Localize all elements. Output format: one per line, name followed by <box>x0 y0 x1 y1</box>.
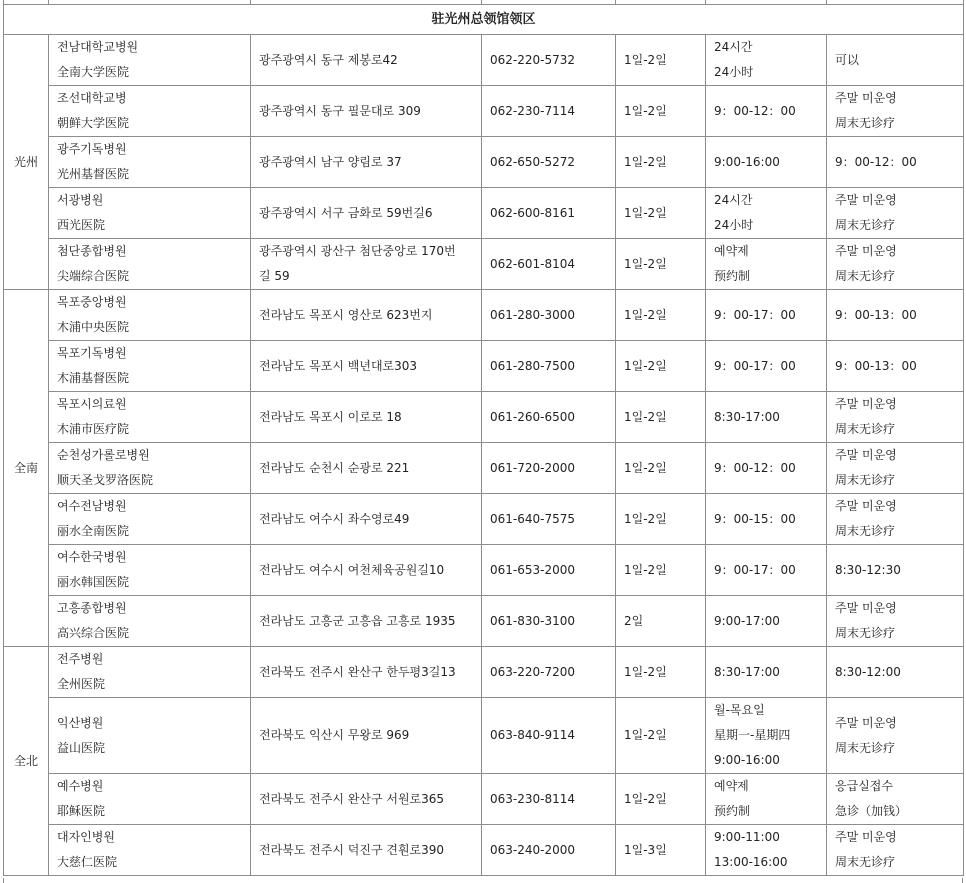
weekend-cell <box>827 443 964 494</box>
hospital-name-cell <box>49 137 251 188</box>
table-row <box>4 647 964 698</box>
weekend-cell-line: 周末无诊疗 <box>835 855 896 869</box>
address-cell <box>251 137 482 188</box>
weekend-cell-line: 주말 미운영 <box>835 499 897 513</box>
table-row <box>4 137 964 188</box>
phone-cell: 062-601-8104 <box>482 239 616 290</box>
hospital-name-cell-line: 광주기독병원 <box>57 142 127 156</box>
address-cell-line: 전라북도 전주시 덕진구 견훤로390 <box>259 842 445 857</box>
address-cell <box>251 698 482 774</box>
weekend-cell-line: 周末无诊疗 <box>835 626 896 640</box>
weekend-cell-line: 周末无诊疗 <box>835 269 896 283</box>
hours-cell-line: 월-목요일 <box>714 703 765 717</box>
hospital-name-cell <box>49 774 251 825</box>
weekend-cell <box>827 774 964 825</box>
hospital-name-cell <box>49 596 251 647</box>
hospital-name-cell-line: 전남대학교병원 <box>57 40 139 54</box>
address-cell-line: 전라남도 목포시 백년대로303 <box>259 358 418 373</box>
weekend-cell <box>827 698 964 774</box>
hours-cell-line: 9：00-15：00 <box>714 511 796 526</box>
address-cell <box>251 545 482 596</box>
hours-cell <box>706 86 827 137</box>
hospital-name-cell-line: 大慈仁医院 <box>57 855 118 869</box>
hours-cell <box>706 494 827 545</box>
region-cell: 全南 <box>4 290 49 647</box>
weekend-cell-line: 周末无诊疗 <box>835 740 896 755</box>
hospital-name-cell <box>49 545 251 596</box>
address-cell <box>251 647 482 698</box>
weekend-cell <box>827 239 964 290</box>
hours-cell-line: 预约制 <box>714 804 751 818</box>
hours-cell-line: 预约制 <box>714 269 751 283</box>
table-row <box>4 341 964 392</box>
hospital-name-cell-line: 高兴综合医院 <box>57 626 130 640</box>
hours-cell-line: 8:30-17:00 <box>714 664 780 679</box>
phone-cell: 061-280-3000 <box>482 290 616 341</box>
table-row <box>4 443 964 494</box>
weekend-cell-line: 8:30-12:30 <box>835 562 901 577</box>
duration-cell: 1일-2일 <box>616 443 706 494</box>
hours-cell-line: 星期一-星期四 <box>714 728 791 742</box>
weekend-cell <box>827 647 964 698</box>
hospital-name-cell <box>49 188 251 239</box>
duration-cell: 1일-2일 <box>616 774 706 825</box>
hours-cell <box>706 825 827 876</box>
hospital-name-cell <box>49 392 251 443</box>
hours-cell <box>706 239 827 290</box>
hours-cell <box>706 341 827 392</box>
hours-cell <box>706 545 827 596</box>
phone-cell: 063-240-2000 <box>482 825 616 876</box>
address-cell <box>251 596 482 647</box>
hospital-name-cell <box>49 86 251 137</box>
hours-cell <box>706 35 827 86</box>
phone-cell: 063-230-8114 <box>482 774 616 825</box>
hospital-name-cell <box>49 443 251 494</box>
hospital-name-cell-line: 여수전남병원 <box>57 499 127 513</box>
weekend-cell <box>827 188 964 239</box>
hospital-name-cell-line: 尖端综合医院 <box>57 269 130 283</box>
weekend-cell-line: 可以 <box>835 52 860 67</box>
hospital-name-cell-line: 목포기독병원 <box>57 346 127 360</box>
hospital-name-cell-line: 조선대학교병 <box>57 91 127 105</box>
duration-cell: 1일-2일 <box>616 647 706 698</box>
weekend-cell-line: 8:30-12:00 <box>835 664 901 679</box>
weekend-cell-line: 9：00-12：00 <box>835 154 917 169</box>
hospital-name-cell <box>49 341 251 392</box>
weekend-cell-line: 주말 미운영 <box>835 448 897 462</box>
duration-cell: 1일-2일 <box>616 494 706 545</box>
address-cell-line: 전라남도 여수시 여천체육공원길10 <box>259 562 445 577</box>
section-title-row <box>4 5 964 35</box>
hospital-name-cell-line: 益山医院 <box>57 740 106 755</box>
hospital-table <box>3 0 964 876</box>
hospital-name-cell-line: 첨단종합병원 <box>57 244 127 258</box>
hospital-name-cell-line: 木浦基督医院 <box>57 371 130 385</box>
address-cell <box>251 392 482 443</box>
table-row <box>4 35 964 86</box>
address-cell-line: 전라북도 전주시 완산구 한두평3길13 <box>259 664 456 679</box>
region-cell: 光州 <box>4 35 49 290</box>
hospital-name-cell-line: 목포시의료원 <box>57 397 127 411</box>
hospital-name-cell-line: 朝鲜大学医院 <box>57 116 130 130</box>
weekend-cell-line: 주말 미운영 <box>835 715 897 730</box>
weekend-cell <box>827 137 964 188</box>
phone-cell: 062-220-5732 <box>482 35 616 86</box>
hours-cell-line: 예약제 <box>714 244 749 258</box>
address-cell-line: 전라북도 전주시 완산구 서원로365 <box>259 791 445 806</box>
weekend-cell <box>827 596 964 647</box>
phone-cell: 061-280-7500 <box>482 341 616 392</box>
hospital-name-cell-line: 全州医院 <box>57 677 106 691</box>
hospital-name-cell <box>49 698 251 774</box>
hospital-name-cell-line: 木浦市医疗院 <box>57 422 130 436</box>
hours-cell-line: 9：00-12：00 <box>714 460 796 475</box>
hospital-name-cell-line: 木浦中央医院 <box>57 320 130 334</box>
duration-cell: 1일-2일 <box>616 392 706 443</box>
address-cell-line: 전라북도 익산시 무왕로 969 <box>259 728 410 742</box>
hours-cell-line: 9:00-11:00 <box>714 830 780 844</box>
address-cell <box>251 443 482 494</box>
hospital-name-cell-line: 서광병원 <box>57 193 104 207</box>
duration-cell: 1일-2일 <box>616 290 706 341</box>
table-row <box>4 494 964 545</box>
hospital-name-cell-line: 익산병원 <box>57 715 104 730</box>
address-cell-line: 전라남도 여수시 좌수영로49 <box>259 511 410 526</box>
address-cell <box>251 86 482 137</box>
address-cell <box>251 188 482 239</box>
table-bottom-edge <box>3 878 963 883</box>
weekend-cell-line: 周末无诊疗 <box>835 116 896 130</box>
address-cell-line: 전라남도 고흥군 고흥읍 고흥로 1935 <box>259 613 456 628</box>
duration-cell: 1일-2일 <box>616 545 706 596</box>
weekend-cell <box>827 545 964 596</box>
address-cell <box>251 774 482 825</box>
address-cell <box>251 825 482 876</box>
table-row <box>4 86 964 137</box>
address-cell-line: 광주광역시 광산구 첨단중앙로 170번 <box>259 244 456 258</box>
weekend-cell-line: 주말 미운영 <box>835 601 897 615</box>
hours-cell <box>706 443 827 494</box>
duration-cell: 1일-3일 <box>616 825 706 876</box>
hours-cell-line: 8:30-17:00 <box>714 409 780 424</box>
hours-cell <box>706 290 827 341</box>
hospital-name-cell-line: 耶稣医院 <box>57 804 106 818</box>
phone-cell: 062-600-8161 <box>482 188 616 239</box>
hours-cell <box>706 392 827 443</box>
hours-cell <box>706 596 827 647</box>
phone-cell: 061-653-2000 <box>482 545 616 596</box>
weekend-cell-line: 周末无诊疗 <box>835 422 896 436</box>
weekend-cell-line: 응급실접수 <box>835 779 893 793</box>
table-row <box>4 774 964 825</box>
hospital-name-cell-line: 목포중앙병원 <box>57 295 127 309</box>
hospital-name-cell-line: 光州基督医院 <box>57 167 130 181</box>
hospital-name-cell-line: 예수병원 <box>57 779 104 793</box>
hours-cell-line: 9:00-16:00 <box>714 154 780 169</box>
duration-cell: 1일-2일 <box>616 698 706 774</box>
table-row <box>4 596 964 647</box>
table-row <box>4 290 964 341</box>
hours-cell-line: 13:00-16:00 <box>714 855 788 869</box>
address-cell <box>251 341 482 392</box>
table-row <box>4 188 964 239</box>
address-cell <box>251 239 482 290</box>
hospital-name-cell <box>49 494 251 545</box>
weekend-cell <box>827 290 964 341</box>
hours-cell-line: 예약제 <box>714 779 749 793</box>
weekend-cell-line: 주말 미운영 <box>835 830 897 844</box>
hospital-name-cell-line: 순천성가롤로병원 <box>57 448 150 462</box>
address-cell-line: 전라남도 순천시 순광로 221 <box>259 460 410 475</box>
table-row <box>4 698 964 774</box>
duration-cell: 1일-2일 <box>616 35 706 86</box>
address-cell <box>251 290 482 341</box>
address-cell <box>251 35 482 86</box>
hospital-name-cell <box>49 239 251 290</box>
weekend-cell-line: 周末无诊疗 <box>835 218 896 232</box>
duration-cell: 2일 <box>616 596 706 647</box>
address-cell-line: 광주광역시 동구 필문대로 309 <box>259 103 421 118</box>
hospital-name-cell-line: 顺天圣戈罗洛医院 <box>57 473 154 487</box>
address-cell-line: 길 59 <box>259 269 290 283</box>
weekend-cell <box>827 392 964 443</box>
address-cell-line: 광주광역시 동구 제봉로42 <box>259 52 398 67</box>
table-row <box>4 392 964 443</box>
phone-cell: 062-230-7114 <box>482 86 616 137</box>
phone-cell: 061-640-7575 <box>482 494 616 545</box>
phone-cell: 061-720-2000 <box>482 443 616 494</box>
weekend-cell-line: 주말 미운영 <box>835 244 897 258</box>
address-cell-line: 광주광역시 남구 양림로 37 <box>259 154 402 169</box>
hours-cell <box>706 698 827 774</box>
hours-cell <box>706 647 827 698</box>
hospital-name-cell-line: 고흥종합병원 <box>57 601 127 615</box>
table-row <box>4 825 964 876</box>
phone-cell: 061-260-6500 <box>482 392 616 443</box>
table-row <box>4 239 964 290</box>
weekend-cell-line: 周末无诊疗 <box>835 524 896 538</box>
hospital-name-cell-line: 여수한국병원 <box>57 550 127 564</box>
hospital-name-cell-line: 대자인병원 <box>57 830 115 844</box>
weekend-cell <box>827 35 964 86</box>
weekend-cell-line: 9：00-13：00 <box>835 307 917 322</box>
hours-cell-line: 9：00-17：00 <box>714 358 796 373</box>
phone-cell: 061-830-3100 <box>482 596 616 647</box>
hours-cell <box>706 137 827 188</box>
hours-cell-line: 24시간 <box>714 193 753 207</box>
hospital-name-cell <box>49 35 251 86</box>
weekend-cell-line: 주말 미운영 <box>835 193 897 207</box>
duration-cell: 1일-2일 <box>616 86 706 137</box>
weekend-cell-line: 주말 미운영 <box>835 91 897 105</box>
phone-cell: 063-220-7200 <box>482 647 616 698</box>
section-title: 驻光州总领馆领区 <box>4 5 964 35</box>
weekend-cell <box>827 341 964 392</box>
phone-cell: 063-840-9114 <box>482 698 616 774</box>
region-cell: 全北 <box>4 647 49 876</box>
hours-cell-line: 9:00-17:00 <box>714 613 780 628</box>
hospital-name-cell-line: 丽水全南医院 <box>57 524 130 538</box>
hospital-name-cell-line: 全南大学医院 <box>57 65 130 79</box>
hours-cell <box>706 774 827 825</box>
hours-cell-line: 9：00-17：00 <box>714 307 796 322</box>
hours-cell <box>706 188 827 239</box>
duration-cell: 1일-2일 <box>616 239 706 290</box>
hours-cell-line: 24시간 <box>714 40 753 54</box>
hours-cell-line: 24小时 <box>714 65 754 79</box>
address-cell-line: 전라남도 목포시 영산로 623번지 <box>259 307 433 322</box>
hospital-name-cell <box>49 290 251 341</box>
hospital-name-cell <box>49 825 251 876</box>
address-cell <box>251 494 482 545</box>
hours-cell-line: 9：00-12：00 <box>714 103 796 118</box>
hours-cell-line: 9:00-16:00 <box>714 753 780 767</box>
weekend-cell <box>827 825 964 876</box>
hospital-name-cell <box>49 647 251 698</box>
weekend-cell <box>827 494 964 545</box>
hours-cell-line: 24小时 <box>714 218 754 232</box>
hours-cell-line: 9：00-17：00 <box>714 562 796 577</box>
address-cell-line: 전라남도 목포시 이로로 18 <box>259 409 402 424</box>
duration-cell: 1일-2일 <box>616 341 706 392</box>
weekend-cell-line: 急诊（加钱） <box>835 804 908 818</box>
hospital-name-cell-line: 丽水韩国医院 <box>57 575 130 589</box>
weekend-cell-line: 周末无诊疗 <box>835 473 896 487</box>
phone-cell: 062-650-5272 <box>482 137 616 188</box>
weekend-cell <box>827 86 964 137</box>
duration-cell: 1일-2일 <box>616 188 706 239</box>
weekend-cell-line: 주말 미운영 <box>835 397 897 411</box>
hospital-name-cell-line: 전주병원 <box>57 652 104 666</box>
weekend-cell-line: 9：00-13：00 <box>835 358 917 373</box>
table-row <box>4 545 964 596</box>
duration-cell: 1일-2일 <box>616 137 706 188</box>
hospital-table-sheet <box>3 0 963 876</box>
hospital-name-cell-line: 西光医院 <box>57 218 106 232</box>
address-cell-line: 광주광역시 서구 금화로 59번길6 <box>259 205 433 220</box>
